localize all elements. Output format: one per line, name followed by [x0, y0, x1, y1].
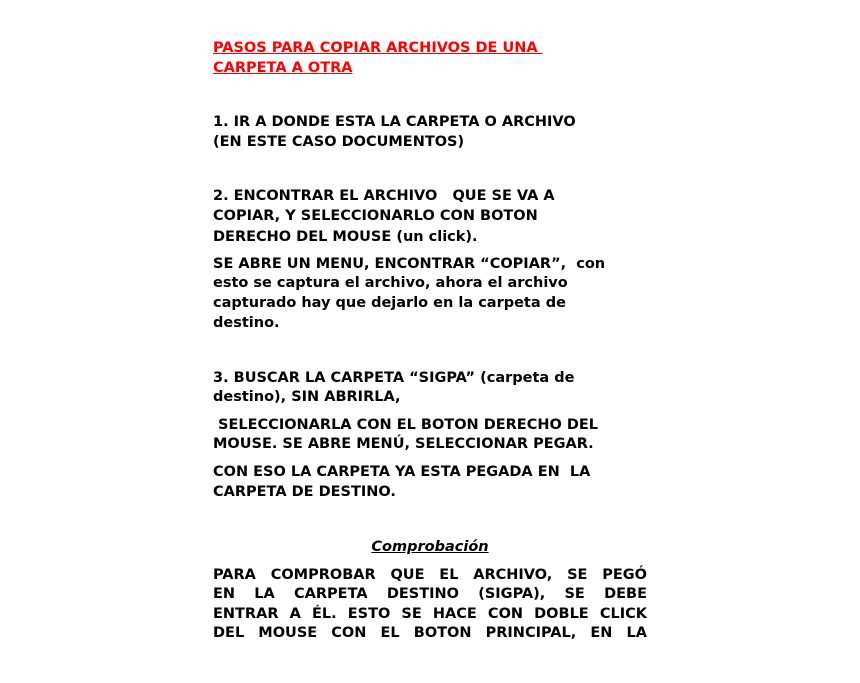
- step-3-detail-line-2: MOUSE. SE ABRE MENÚ, SELECCIONAR PEGAR.: [213, 436, 594, 452]
- verification-line-3: ENTRAR A ÉL. ESTO SE HACE CON DOBLE CLICK: [213, 606, 647, 622]
- step-2-detail-line-1: SE ABRE UN MENU, ENCONTRAR “COPIAR”, con: [213, 256, 606, 272]
- verification-line-4: DEL MOUSE CON EL BOTON PRINCIPAL, EN LA: [213, 625, 647, 641]
- step-2-line-2: COPIAR, Y SELECCIONARLO CON BOTON: [213, 208, 538, 224]
- step-1-line-1: 1. IR A DONDE ESTA LA CARPETA O ARCHIVO: [213, 114, 576, 130]
- step-2-detail-line-2: esto se captura el archivo, ahora el archivo: [213, 275, 568, 291]
- document-title-line-2: CARPETA A OTRA: [213, 60, 353, 76]
- document-page: [213, 0, 647, 683]
- step-3-detail-line-1: SELECCIONARLA CON EL BOTON DERECHO DEL: [213, 417, 599, 433]
- verification-heading: Comprobación: [371, 539, 489, 555]
- step-2-detail-line-3: capturado hay que dejarlo en la carpeta de: [213, 295, 566, 311]
- document-title-line-1: PASOS PARA COPIAR ARCHIVOS DE UNA: [213, 40, 543, 56]
- step-3-line-2: destino), SIN ABRIRLA,: [213, 389, 401, 405]
- step-1-line-2: (EN ESTE CASO DOCUMENTOS): [213, 134, 465, 150]
- step-2-line-1: 2. ENCONTRAR EL ARCHIVO QUE SE VA A: [213, 188, 555, 204]
- step-2-detail-line-4: destino.: [213, 315, 280, 331]
- step-3-line-1: 3. BUSCAR LA CARPETA “SIGPA” (carpeta de: [213, 370, 575, 386]
- verification-line-1: PARA COMPROBAR QUE EL ARCHIVO, SE PEGÓ: [213, 567, 647, 583]
- step-3-result-line-2: CARPETA DE DESTINO.: [213, 484, 396, 500]
- verification-line-2: EN LA CARPETA DESTINO (SIGPA), SE DEBE: [213, 586, 647, 602]
- step-2-line-3: DERECHO DEL MOUSE (un click).: [213, 229, 478, 245]
- step-3-result-line-1: CON ESO LA CARPETA YA ESTA PEGADA EN LA: [213, 464, 591, 480]
